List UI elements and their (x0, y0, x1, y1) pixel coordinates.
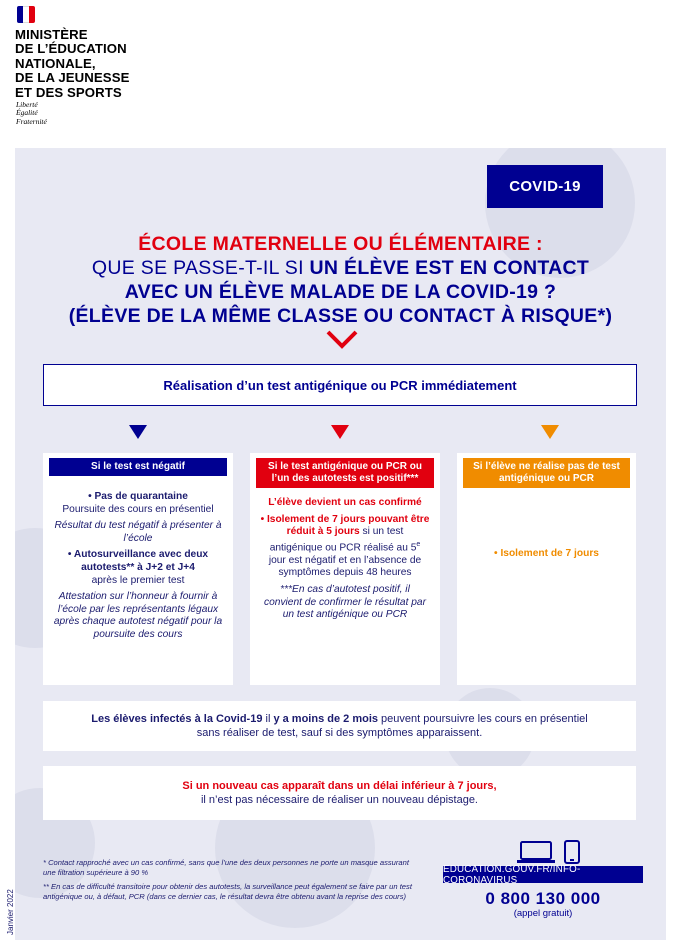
phone-note: (appel gratuit) (513, 908, 573, 919)
no-quarantine-text: Poursuite des cours en présentiel (62, 503, 214, 515)
column-negative (43, 453, 233, 685)
isolation-text-2: jour est négatif et en l’absence de symptômes depuis 48 heures (268, 554, 422, 579)
test-instruction-box: Réalisation d’un test antigénique ou PCR immédiatement (43, 364, 637, 406)
infected-students-box (43, 701, 636, 751)
republique-flag-logo (17, 6, 35, 23)
negative-result-note (53, 520, 223, 545)
column-no-test-body (457, 548, 636, 561)
column-negative-header: Si le test est négatif (49, 458, 227, 476)
confirmed-case-text: L’élève devient un cas confirmé (268, 497, 422, 508)
title-line-1: ÉCOLE MATERNELLE OU ÉLÉMENTAIRE : (138, 233, 543, 255)
isolation-7-days: • Isolement de 7 jours (494, 548, 599, 559)
red-triangle-icon (331, 425, 349, 439)
motto-line: Égalité (16, 108, 38, 118)
column-positive-header: Si le test antigénique ou PCR ou l’un des autotests est positif*** (256, 458, 434, 488)
attestation-note-text: Attestation sur l’honneur à fournir à l’école par les représentants légaux après chaque autotest négatif pour la poursuite des cours (53, 591, 223, 640)
confirmed-case (260, 497, 430, 510)
infected-text-1: il (262, 713, 274, 725)
new-case-line-2: il n’est pas nécessaire de réaliser un nouveau dépistage. (200, 794, 478, 806)
footnote-2: ** En cas de difficulté transitoire pour obtenir des autotests, la surveillance peut également se faire par un test antigénique ou, à défaut, PCR (dans ce dernier cas, le résultat devra être obtenu avant la reprise des cours) (43, 882, 412, 901)
column-no-test-header: Si l’élève ne réalise pas de test antigénique ou PCR (463, 458, 630, 488)
ministry-line: ET DES SPORTS (15, 84, 122, 100)
autotest-note (260, 584, 430, 622)
column-positive-body (250, 497, 440, 622)
infected-text-2: peuvent poursuivre les cours en présentiel (378, 713, 588, 725)
footnote-1: * Contact rapproché avec un cas confirmé, sans que l’une des deux personnes ne porte un masque assurant une filtration supérieure à 90 % (43, 858, 409, 877)
motto-line: Liberté (16, 100, 38, 109)
isolation-label: • Isolement de 7 jours pouvant être réduit à 5 jours (260, 513, 430, 538)
autotest-note-text: ***En cas d’autotest positif, il convient de confirmer le résultat par un test antigénique ou PCR (264, 583, 426, 621)
title-line-2 (28, 256, 653, 280)
infected-line-1 (91, 712, 587, 726)
no-quarantine-item (53, 491, 223, 516)
chevron-down-icon (326, 328, 358, 350)
orange-triangle-icon (541, 425, 559, 439)
self-monitoring-text: après le premier test (91, 574, 185, 586)
devices-icon (517, 840, 587, 864)
ministry-line: DE L’ÉDUCATION (15, 41, 127, 57)
phone-number: 0 800 130 000 (485, 889, 601, 908)
ministry-name (15, 28, 130, 100)
self-monitoring-label: • Autosurveillance avec deux autotests** à J+2 et J+4 (67, 549, 209, 573)
new-case-line-1-text: Si un nouveau cas apparaît dans un délai inférieur à 7 jours, (182, 780, 497, 792)
publication-date: Janvier 2022 (6, 889, 15, 935)
ministry-line: MINISTÈRE (15, 27, 88, 42)
negative-result-note-text: Résultat du test négatif à présenter à l’école (54, 520, 222, 544)
isolation-text-1: si un test antigénique ou PCR réalisé au 5 (269, 526, 417, 554)
title-line-3: AVEC UN ÉLÈVE MALADE DE LA COVID-19 ? (124, 281, 557, 303)
republic-motto (16, 101, 47, 126)
column-positive (250, 453, 440, 685)
navy-triangle-icon (129, 425, 147, 439)
title-line-2-bold: UN ÉLÈVE EST EN CONTACT (309, 257, 590, 279)
no-quarantine-label: • Pas de quarantaine (88, 491, 188, 502)
column-no-test (457, 453, 636, 685)
ministry-line: DE LA JEUNESSE (15, 70, 130, 86)
motto-line: Fraternité (16, 116, 47, 126)
title-line-4: (ÉLÈVE DE LA MÊME CLASSE OU CONTACT À RISQUE*) (68, 305, 613, 327)
header (0, 0, 681, 148)
new-case-box (43, 766, 636, 820)
info-url[interactable]: EDUCATION.GOUV.FR/INFO-CORONAVIRUS (443, 866, 643, 883)
covid-tag: COVID-19 (487, 165, 603, 208)
column-negative-body (43, 491, 233, 642)
page-title (28, 232, 653, 328)
infected-bold-1: Les élèves infectés à la Covid-19 (91, 713, 263, 725)
new-case-line-1 (182, 779, 496, 793)
ministry-line: NATIONALE, (15, 55, 96, 71)
infected-line-2: sans réaliser de test, sauf si des symptômes apparaissent. (196, 727, 483, 739)
attestation-note (53, 591, 223, 641)
isolation-sup: e (416, 540, 421, 548)
title-line-2-normal: QUE SE PASSE-T-IL SI (91, 257, 310, 279)
footnotes (43, 858, 423, 906)
infected-bold-2: y a moins de 2 mois (273, 713, 378, 725)
isolation-item (260, 514, 430, 580)
self-monitoring-item (53, 549, 223, 587)
